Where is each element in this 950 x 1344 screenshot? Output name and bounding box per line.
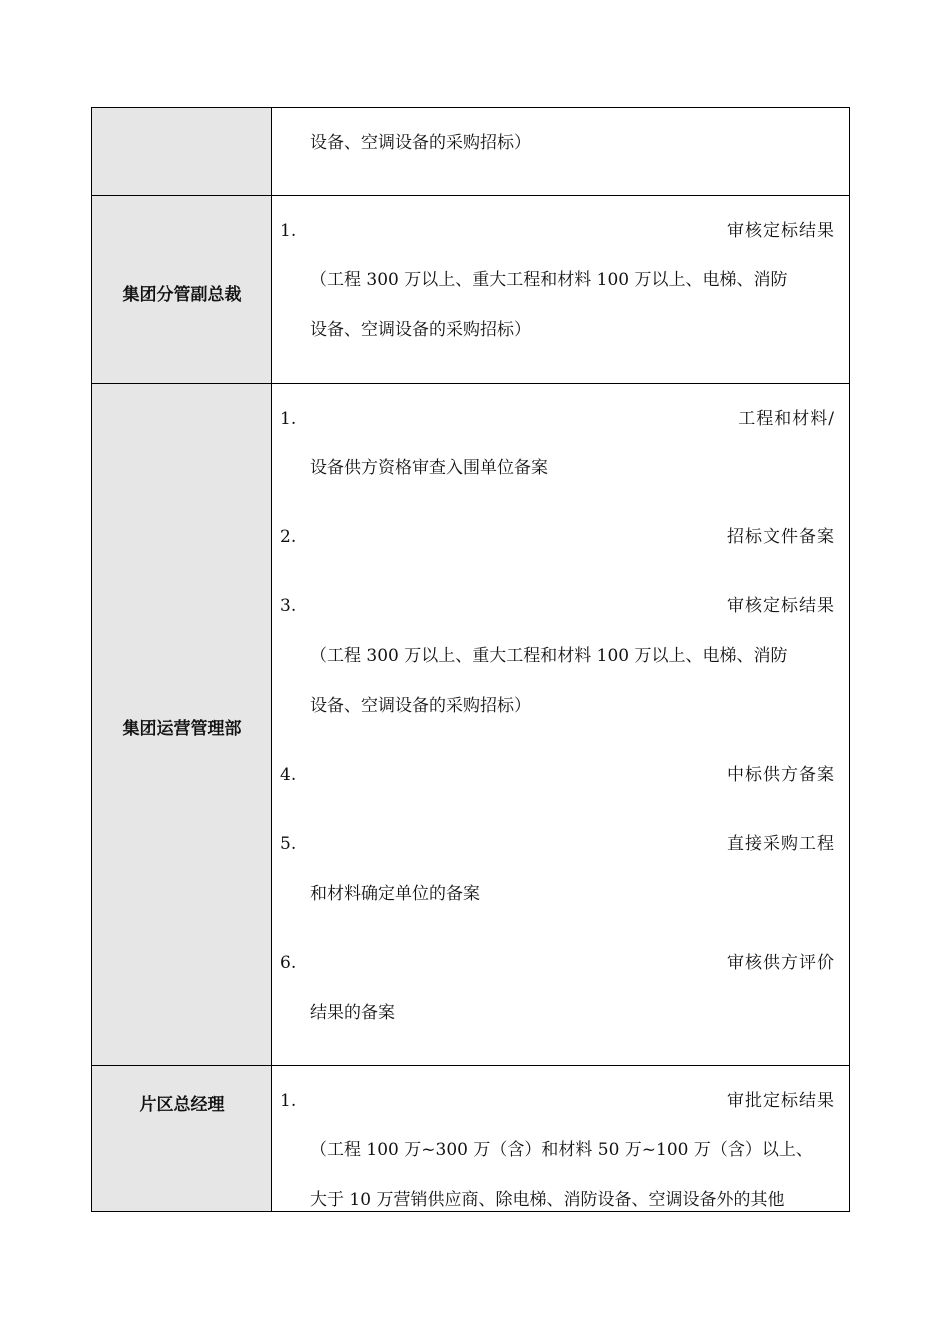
table-row <box>92 1066 849 1211</box>
item-number: 2. <box>280 527 297 547</box>
content-line: 设备、空调设备的采购招标） <box>310 133 531 153</box>
table-row <box>92 384 849 1066</box>
row-label: 片区总经理 <box>139 1095 225 1115</box>
item-heading: 中标供方备案 <box>727 765 835 785</box>
item-detail: （工程 300 万以上、重大工程和材料 100 万以上、电梯、消防 <box>310 646 788 666</box>
item-detail: 设备供方资格审查入围单位备案 <box>310 458 548 478</box>
item-number: 3. <box>280 596 297 616</box>
item-detail: （工程 100 万~300 万（含）和材料 50 万~100 万（含）以上、 <box>310 1140 813 1160</box>
item-heading: 审核供方评价 <box>727 953 835 973</box>
row-label: 集团运营管理部 <box>122 719 242 739</box>
row-content-cell <box>272 108 849 195</box>
item-detail: 结果的备案 <box>310 1003 395 1023</box>
item-heading: 直接采购工程 <box>727 834 835 854</box>
row-label-cell <box>92 196 272 383</box>
item-number: 1. <box>280 409 297 429</box>
item-detail: 设备、空调设备的采购招标） <box>310 696 531 716</box>
row-content-cell <box>272 384 849 1065</box>
item-detail: 大于 10 万营销供应商、除电梯、消防设备、空调设备外的其他 <box>310 1190 785 1210</box>
item-number: 1. <box>280 221 297 241</box>
row-content-cell <box>272 196 849 383</box>
item-detail: 和材料确定单位的备案 <box>310 884 480 904</box>
item-number: 5. <box>280 834 297 854</box>
row-label-cell <box>92 384 272 1065</box>
item-heading: 审核定标结果 <box>727 221 835 241</box>
item-number: 4. <box>280 765 297 785</box>
row-label-cell <box>92 108 272 195</box>
item-number: 1. <box>280 1091 297 1111</box>
row-label-cell <box>92 1066 272 1211</box>
item-detail: （工程 300 万以上、重大工程和材料 100 万以上、电梯、消防 <box>310 270 788 290</box>
table-row <box>92 108 849 196</box>
item-heading: 审核定标结果 <box>727 596 835 616</box>
item-detail: 设备、空调设备的采购招标） <box>310 320 531 340</box>
item-heading: 工程和材料/ <box>738 409 835 429</box>
responsibility-table <box>91 107 850 1212</box>
row-label: 集团分管副总裁 <box>122 285 242 305</box>
row-content-cell <box>272 1066 849 1211</box>
table-row <box>92 196 849 384</box>
item-number: 6. <box>280 953 297 973</box>
item-heading: 审批定标结果 <box>727 1091 835 1111</box>
item-heading: 招标文件备案 <box>727 527 835 547</box>
